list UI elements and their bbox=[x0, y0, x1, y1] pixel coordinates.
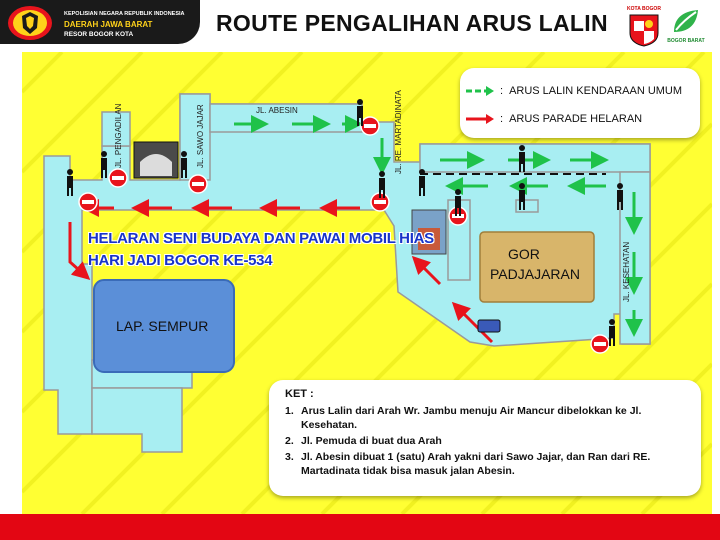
legend-row-traffic bbox=[464, 82, 682, 100]
street-label-sawo-jajar: JL. SAWO JAJAR bbox=[196, 104, 205, 168]
notes-item-number: 1. bbox=[285, 405, 294, 417]
no-entry-sign-icon bbox=[591, 335, 609, 353]
event-title-line1: HELARAN SENI BUDAYA DAN PAWAI MOBIL HIAS bbox=[88, 230, 434, 247]
lap-sempur-label: LAP. SEMPUR bbox=[116, 318, 209, 334]
kota-bogor-logo bbox=[624, 4, 664, 48]
no-entry-sign-icon bbox=[449, 207, 467, 225]
notes-item bbox=[285, 450, 687, 478]
police-banner bbox=[0, 0, 200, 44]
notes-item-text: Jl. Abesin dibuat 1 (satu) Arah yakni dari Sawo Jajar, dan Ran dari RE. Martadinata tidak bisa masuk jalan Abesin. bbox=[301, 451, 651, 477]
map-legend bbox=[460, 68, 700, 138]
green-arrow-icon bbox=[464, 86, 494, 96]
footer-bar bbox=[0, 514, 720, 540]
route-map bbox=[22, 52, 712, 514]
legend-label-parade: ARUS PARADE HELARAN bbox=[509, 113, 643, 125]
no-entry-sign-icon bbox=[361, 117, 379, 135]
notes-item-number: 3. bbox=[285, 451, 294, 463]
leaf-icon bbox=[670, 6, 702, 38]
notes-item bbox=[285, 434, 687, 448]
parade-vehicle-icon bbox=[478, 320, 500, 332]
bogor-barat-caption: BOGOR BARAT bbox=[667, 38, 705, 44]
page-title: ROUTE PENGALIHAN ARUS LALIN bbox=[216, 10, 608, 36]
street-label-kesehatan: JL. KESEHATAN bbox=[622, 241, 631, 302]
gor-label-line1: GOR bbox=[508, 246, 540, 262]
legend-label-traffic: ARUS LALIN KENDARAAN UMUM bbox=[509, 85, 683, 97]
police-line-3: RESOR BOGOR KOTA bbox=[64, 31, 134, 38]
legend-row-parade bbox=[464, 110, 642, 128]
kota-bogor-crest-icon bbox=[628, 13, 660, 47]
header bbox=[0, 0, 720, 52]
notes-box bbox=[269, 380, 701, 496]
notes-item-text: Arus Lalin dari Arah Wr. Jambu menuju Air Mancur dibelokkan ke Jl. Kesehatan. bbox=[301, 405, 642, 431]
street-label-re-martadinata: JL. RE. MARTADINATA bbox=[394, 90, 403, 174]
event-title-line2: HARI JADI BOGOR KE-534 bbox=[88, 252, 273, 269]
notes-item-number: 2. bbox=[285, 435, 294, 447]
gor-label-line2: PADJAJARAN bbox=[490, 266, 580, 282]
notes-item-text: Jl. Pemuda di buat dua Arah bbox=[301, 435, 442, 447]
police-line-1: KEPOLISIAN NEGARA REPUBLIK INDONESIA bbox=[64, 11, 185, 17]
street-label-abesin: JL. ABESIN bbox=[256, 106, 298, 115]
no-entry-sign-icon bbox=[109, 169, 127, 187]
no-entry-sign-icon bbox=[79, 193, 97, 211]
notes-item bbox=[285, 404, 687, 432]
no-entry-sign-icon bbox=[189, 175, 207, 193]
street-label-pengadilan: JL. PENGADILAN bbox=[114, 103, 123, 168]
kota-bogor-caption: KOTA BOGOR bbox=[627, 6, 661, 12]
red-arrow-icon bbox=[464, 114, 494, 124]
police-badge-icon bbox=[4, 2, 60, 42]
bogor-barat-logo bbox=[666, 4, 706, 48]
police-line-2: DAERAH JAWA BARAT bbox=[64, 20, 153, 29]
legend-separator: : bbox=[500, 85, 504, 97]
officer-icon bbox=[609, 319, 615, 346]
notes-title: KET : bbox=[285, 388, 314, 400]
legend-separator: : bbox=[500, 113, 504, 125]
